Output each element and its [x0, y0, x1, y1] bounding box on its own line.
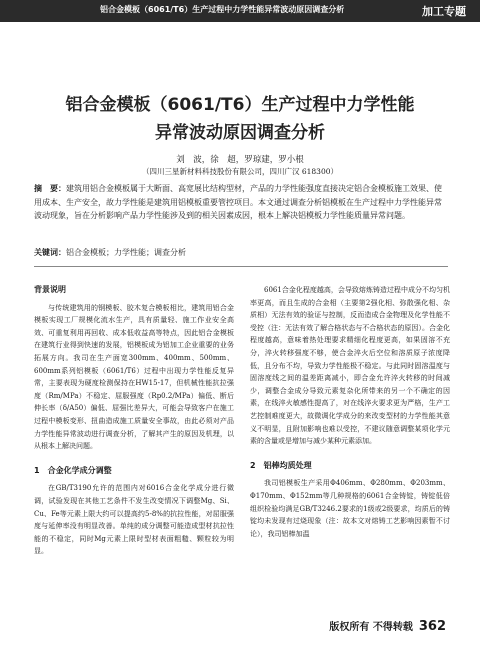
authors: 刘 波，徐 超，罗琼建，罗小根	[176, 155, 304, 165]
copyright-notice: 版权所有 不得转载	[329, 622, 413, 633]
abstract-text: 建筑用铝合金模板属于大断面、高宽展比结构型材，产品的力学性能强度直接决定铝合金模板施工效果、使用成本、生产安全，故力学性能是建筑用铝模板重要管控项目。本文通过调查分析铝模板在生产过程中力学性能异常波动现象，旨在分析影响产品力学性能涉及到的相关因素成因，根本上解决铝模板力学性能质量异常问题。	[34, 184, 442, 220]
section-label: 加工专题	[422, 5, 466, 18]
left-column	[34, 272, 234, 558]
section-1-heading: 1 合金化学成分调整	[34, 465, 112, 475]
running-header-bar	[0, 0, 480, 22]
keywords-text: 铝合金模板；力学性能；调查分析	[66, 248, 186, 257]
background-heading: 背景说明	[34, 285, 66, 294]
section-2-paragraph: 我司铝模板生产采用Φ406mm、Φ280mm、Φ203mm、Φ170mm、Φ152mm等几种规格的6061合金铸锭，铸锭低倍组织检验均满足GB/T3246.2要求的1级或2级要求，均质后的铸锭均未发现有过烧现象（注：故本文对熔铸工艺影响因素暂不讨论），我司铝棒加温	[250, 479, 450, 538]
section-2-heading: 2 铝棒均质处理	[250, 460, 312, 470]
abstract	[34, 182, 448, 223]
article-title-line-1: 铝合金模板（6061/T6）生产过程中力学性能	[65, 95, 415, 115]
running-title: 铝合金模板（6061/T6）生产过程中力学性能异常波动原因调查分析	[100, 5, 345, 14]
divider	[34, 266, 448, 267]
section-1-paragraph: 在GB/T3190允许的范围内对6016合金化学成分进行微调，试验发现在其他工艺条件不发生改变情况下调整Mg、Si、Cu、Fe等元素上限大约可以提高约5-8%的抗拉性能，对屈服强度与延伸率没有明显改善。单纯的成分调整可能造成型材抗拉性能的不稳定，同时Mg元素上限时型材表面粗糙、颗粒较为明显。	[34, 484, 234, 556]
background-paragraph: 与传统建筑用的钢模板、胶木复合模板相比，建筑用铝合金模板实现工厂规模化流水生产，具有质量轻、施工作业安全高效、可重复利用再回收、成本低收益高等特点，因此铝合金模板在建筑行业得到快速的发展，铝模板成为铝加工企业重要的业务拓展方向。我司在生产面宽300mm、400mm、500mm、600mm系列铝模板（6061/T6）过程中出现力学性能反复异常，主要表现为硬度检测保持在HW15-17，但机械性能抗拉强度（Rm/MPa）不稳定、屈服强度（Rp0.2/MPa）偏低、断后伸长率（δ/A50）偏低、屈强比差异大，可能会导致客户在施工过程中模板变形、扭曲造成施工质量安全事故，由此必须对产品力学性能异常波动进行调查分析，了解其产生的原因及机理，以从根本上解决问题。	[34, 303, 234, 451]
right-column	[250, 272, 450, 540]
composition-paragraph: 6061合金化程度越高，会导致熔炼铸造过程中成分不均匀机率更高，而且生成的合金相（主要第2强化相、弥散强化相、杂质相）无法有效的验证与控制，反而造成合金物理及化学性能不受控（注：无法有效了解合格状态与不合格状态的原因）。合金化程度越高，意味着热处理要求精细化程度更高，如果固溶不充分，淬火转移强度不够，使合金淬火后空位和溶质原子浓度降低，且分布不均，导致力学性能极不稳定。与此同时固溶温度与固溶度线之间的温差距离减小，即合金允许淬火转移的时间减少，调整合金成分导致元素复杂化所带来的另一个不确定的因素，在线淬火敏感性提高了，对在线淬火要求更为严格，生产工艺控制难度更大，故微调化学成分的来改变型材的力学性能其意义不明显，且附加影响也难以受控，不建议随意调整某项化学元素的含量或是增加与减少某种元素添加。	[250, 286, 450, 446]
page-number: 362	[418, 619, 446, 634]
page-footer	[329, 618, 446, 634]
keywords-label: 关键词：	[34, 248, 66, 257]
keywords	[34, 247, 448, 258]
abstract-label: 摘 要：	[34, 184, 66, 193]
affiliation: （四川三星新材料科技股份有限公司，四川广汉 618300）	[141, 167, 338, 176]
article-title-line-2: 异常波动原因调查分析	[155, 123, 325, 143]
